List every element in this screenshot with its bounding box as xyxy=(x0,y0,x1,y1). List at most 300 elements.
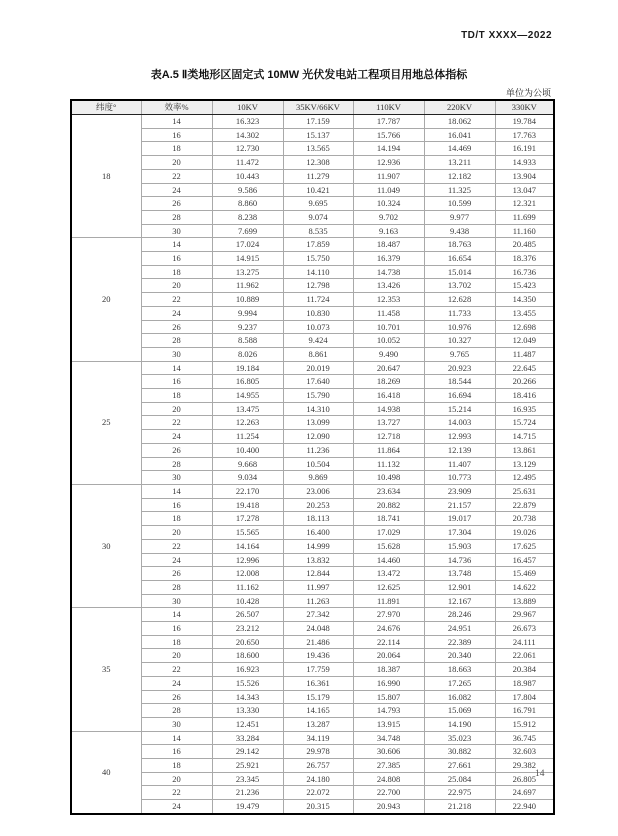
value-cell: 15.790 xyxy=(283,389,353,403)
value-cell: 17.304 xyxy=(424,526,495,540)
land-use-table xyxy=(70,99,555,815)
value-cell: 16.990 xyxy=(353,676,424,690)
value-cell: 15.179 xyxy=(283,690,353,704)
value-cell: 19.017 xyxy=(424,512,495,526)
value-cell: 14.793 xyxy=(353,704,424,718)
value-cell: 20.064 xyxy=(353,649,424,663)
value-cell: 20.253 xyxy=(283,498,353,512)
value-cell: 13.832 xyxy=(283,553,353,567)
value-cell: 25.084 xyxy=(424,772,495,786)
efficiency-cell: 24 xyxy=(141,183,212,197)
table-row xyxy=(71,279,554,293)
value-cell: 26.805 xyxy=(495,772,554,786)
value-cell: 11.254 xyxy=(212,430,283,444)
value-cell: 9.702 xyxy=(353,210,424,224)
table-row xyxy=(71,320,554,334)
value-cell: 22.879 xyxy=(495,498,554,512)
value-cell: 8.238 xyxy=(212,210,283,224)
value-cell: 22.061 xyxy=(495,649,554,663)
value-cell: 9.765 xyxy=(424,347,495,361)
value-cell: 17.804 xyxy=(495,690,554,704)
value-cell: 13.748 xyxy=(424,567,495,581)
value-cell: 13.702 xyxy=(424,279,495,293)
value-cell: 15.724 xyxy=(495,416,554,430)
value-cell: 20.943 xyxy=(353,800,424,814)
column-header-10kv: 10KV xyxy=(212,100,283,115)
value-cell: 12.996 xyxy=(212,553,283,567)
column-header-latitude: 纬度° xyxy=(71,100,141,115)
value-cell: 16.736 xyxy=(495,265,554,279)
value-cell: 20.019 xyxy=(283,361,353,375)
value-cell: 15.423 xyxy=(495,279,554,293)
value-cell: 12.139 xyxy=(424,443,495,457)
value-cell: 9.869 xyxy=(283,471,353,485)
table-row xyxy=(71,676,554,690)
efficiency-cell: 26 xyxy=(141,567,212,581)
efficiency-cell: 16 xyxy=(141,128,212,142)
latitude-cell: 20 xyxy=(71,238,141,361)
value-cell: 13.915 xyxy=(353,717,424,731)
value-cell: 15.750 xyxy=(283,252,353,266)
value-cell: 13.129 xyxy=(495,457,554,471)
value-cell: 10.324 xyxy=(353,197,424,211)
efficiency-cell: 14 xyxy=(141,115,212,129)
table-row xyxy=(71,361,554,375)
efficiency-cell: 22 xyxy=(141,539,212,553)
value-cell: 18.269 xyxy=(353,375,424,389)
value-cell: 11.049 xyxy=(353,183,424,197)
value-cell: 24.048 xyxy=(283,622,353,636)
efficiency-cell: 28 xyxy=(141,334,212,348)
table-row xyxy=(71,443,554,457)
value-cell: 14.622 xyxy=(495,580,554,594)
value-cell: 17.278 xyxy=(212,512,283,526)
efficiency-cell: 26 xyxy=(141,690,212,704)
value-cell: 13.889 xyxy=(495,594,554,608)
value-cell: 10.504 xyxy=(283,457,353,471)
efficiency-cell: 24 xyxy=(141,676,212,690)
efficiency-cell: 24 xyxy=(141,306,212,320)
table-row xyxy=(71,375,554,389)
value-cell: 11.699 xyxy=(495,210,554,224)
value-cell: 16.694 xyxy=(424,389,495,403)
value-cell: 11.997 xyxy=(283,580,353,594)
value-cell: 15.014 xyxy=(424,265,495,279)
value-cell: 14.164 xyxy=(212,539,283,553)
value-cell: 10.428 xyxy=(212,594,283,608)
efficiency-cell: 18 xyxy=(141,389,212,403)
value-cell: 8.861 xyxy=(283,347,353,361)
efficiency-cell: 20 xyxy=(141,649,212,663)
value-cell: 20.923 xyxy=(424,361,495,375)
value-cell: 12.308 xyxy=(283,156,353,170)
column-header-35-66kv: 35KV/66KV xyxy=(283,100,353,115)
value-cell: 16.400 xyxy=(283,526,353,540)
value-cell: 34.748 xyxy=(353,731,424,745)
column-header-110kv: 110KV xyxy=(353,100,424,115)
table-row xyxy=(71,389,554,403)
table-row xyxy=(71,169,554,183)
value-cell: 18.663 xyxy=(424,663,495,677)
efficiency-cell: 28 xyxy=(141,457,212,471)
value-cell: 21.486 xyxy=(283,635,353,649)
value-cell: 14.933 xyxy=(495,156,554,170)
value-cell: 12.263 xyxy=(212,416,283,430)
value-cell: 16.082 xyxy=(424,690,495,704)
value-cell: 26.757 xyxy=(283,759,353,773)
value-cell: 12.321 xyxy=(495,197,554,211)
value-cell: 12.451 xyxy=(212,717,283,731)
value-cell: 18.987 xyxy=(495,676,554,690)
efficiency-cell: 16 xyxy=(141,622,212,636)
value-cell: 10.421 xyxy=(283,183,353,197)
table-row xyxy=(71,115,554,129)
table-row xyxy=(71,608,554,622)
value-cell: 9.074 xyxy=(283,210,353,224)
value-cell: 20.266 xyxy=(495,375,554,389)
table-row xyxy=(71,594,554,608)
value-cell: 12.090 xyxy=(283,430,353,444)
value-cell: 29.382 xyxy=(495,759,554,773)
table-row xyxy=(71,183,554,197)
value-cell: 22.645 xyxy=(495,361,554,375)
value-cell: 12.182 xyxy=(424,169,495,183)
efficiency-cell: 16 xyxy=(141,498,212,512)
efficiency-cell: 22 xyxy=(141,786,212,800)
value-cell: 13.472 xyxy=(353,567,424,581)
table-row xyxy=(71,197,554,211)
value-cell: 24.697 xyxy=(495,786,554,800)
table-header-row xyxy=(71,100,554,115)
value-cell: 9.424 xyxy=(283,334,353,348)
value-cell: 33.284 xyxy=(212,731,283,745)
table-row xyxy=(71,690,554,704)
value-cell: 11.236 xyxy=(283,443,353,457)
value-cell: 11.160 xyxy=(495,224,554,238)
value-cell: 20.340 xyxy=(424,649,495,663)
table-row xyxy=(71,772,554,786)
efficiency-cell: 24 xyxy=(141,800,212,814)
value-cell: 14.110 xyxy=(283,265,353,279)
efficiency-cell: 20 xyxy=(141,279,212,293)
value-cell: 12.008 xyxy=(212,567,283,581)
value-cell: 18.544 xyxy=(424,375,495,389)
efficiency-cell: 30 xyxy=(141,224,212,238)
value-cell: 15.469 xyxy=(495,567,554,581)
table-row xyxy=(71,471,554,485)
table-row xyxy=(71,347,554,361)
value-cell: 15.766 xyxy=(353,128,424,142)
value-cell: 13.455 xyxy=(495,306,554,320)
value-cell: 20.882 xyxy=(353,498,424,512)
value-cell: 19.479 xyxy=(212,800,283,814)
table-row xyxy=(71,265,554,279)
value-cell: 17.859 xyxy=(283,238,353,252)
efficiency-cell: 24 xyxy=(141,553,212,567)
value-cell: 12.993 xyxy=(424,430,495,444)
value-cell: 7.699 xyxy=(212,224,283,238)
value-cell: 9.668 xyxy=(212,457,283,471)
value-cell: 8.860 xyxy=(212,197,283,211)
latitude-cell: 25 xyxy=(71,361,141,484)
value-cell: 9.695 xyxy=(283,197,353,211)
value-cell: 13.727 xyxy=(353,416,424,430)
table-row xyxy=(71,252,554,266)
value-cell: 16.654 xyxy=(424,252,495,266)
value-cell: 16.457 xyxy=(495,553,554,567)
value-cell: 15.069 xyxy=(424,704,495,718)
efficiency-cell: 16 xyxy=(141,252,212,266)
value-cell: 30.606 xyxy=(353,745,424,759)
value-cell: 13.904 xyxy=(495,169,554,183)
value-cell: 25.921 xyxy=(212,759,283,773)
value-cell: 11.891 xyxy=(353,594,424,608)
value-cell: 21.157 xyxy=(424,498,495,512)
efficiency-cell: 26 xyxy=(141,320,212,334)
value-cell: 12.718 xyxy=(353,430,424,444)
efficiency-cell: 16 xyxy=(141,745,212,759)
value-cell: 20.650 xyxy=(212,635,283,649)
table-row xyxy=(71,498,554,512)
value-cell: 11.263 xyxy=(283,594,353,608)
table-row xyxy=(71,553,554,567)
value-cell: 15.214 xyxy=(424,402,495,416)
table-row xyxy=(71,402,554,416)
value-cell: 13.099 xyxy=(283,416,353,430)
value-cell: 10.327 xyxy=(424,334,495,348)
value-cell: 9.034 xyxy=(212,471,283,485)
value-cell: 8.535 xyxy=(283,224,353,238)
table-row xyxy=(71,539,554,553)
efficiency-cell: 22 xyxy=(141,169,212,183)
table-row xyxy=(71,759,554,773)
table-row xyxy=(71,416,554,430)
value-cell: 17.029 xyxy=(353,526,424,540)
efficiency-cell: 14 xyxy=(141,361,212,375)
value-cell: 24.111 xyxy=(495,635,554,649)
value-cell: 9.586 xyxy=(212,183,283,197)
value-cell: 13.275 xyxy=(212,265,283,279)
value-cell: 16.935 xyxy=(495,402,554,416)
value-cell: 14.999 xyxy=(283,539,353,553)
value-cell: 11.733 xyxy=(424,306,495,320)
value-cell: 10.701 xyxy=(353,320,424,334)
value-cell: 10.073 xyxy=(283,320,353,334)
value-cell: 12.698 xyxy=(495,320,554,334)
value-cell: 10.976 xyxy=(424,320,495,334)
value-cell: 15.526 xyxy=(212,676,283,690)
value-cell: 18.062 xyxy=(424,115,495,129)
value-cell: 15.912 xyxy=(495,717,554,731)
value-cell: 12.730 xyxy=(212,142,283,156)
value-cell: 18.416 xyxy=(495,389,554,403)
value-cell: 18.487 xyxy=(353,238,424,252)
latitude-cell: 35 xyxy=(71,608,141,731)
value-cell: 34.119 xyxy=(283,731,353,745)
value-cell: 10.498 xyxy=(353,471,424,485)
table-row xyxy=(71,717,554,731)
efficiency-cell: 18 xyxy=(141,635,212,649)
table-row xyxy=(71,622,554,636)
value-cell: 25.631 xyxy=(495,484,554,498)
value-cell: 20.738 xyxy=(495,512,554,526)
value-cell: 26.673 xyxy=(495,622,554,636)
value-cell: 16.923 xyxy=(212,663,283,677)
value-cell: 11.279 xyxy=(283,169,353,183)
value-cell: 23.909 xyxy=(424,484,495,498)
table-row xyxy=(71,484,554,498)
efficiency-cell: 18 xyxy=(141,759,212,773)
value-cell: 36.745 xyxy=(495,731,554,745)
efficiency-cell: 18 xyxy=(141,265,212,279)
value-cell: 16.791 xyxy=(495,704,554,718)
table-row xyxy=(71,210,554,224)
value-cell: 18.387 xyxy=(353,663,424,677)
value-cell: 14.343 xyxy=(212,690,283,704)
value-cell: 14.165 xyxy=(283,704,353,718)
column-header-efficiency: 效率% xyxy=(141,100,212,115)
value-cell: 13.330 xyxy=(212,704,283,718)
value-cell: 11.325 xyxy=(424,183,495,197)
efficiency-cell: 22 xyxy=(141,416,212,430)
table-row xyxy=(71,567,554,581)
doc-number: TD/T XXXX—2022 xyxy=(461,30,552,41)
value-cell: 12.798 xyxy=(283,279,353,293)
efficiency-cell: 30 xyxy=(141,471,212,485)
value-cell: 18.741 xyxy=(353,512,424,526)
value-cell: 9.438 xyxy=(424,224,495,238)
latitude-cell: 40 xyxy=(71,731,141,814)
value-cell: 15.137 xyxy=(283,128,353,142)
efficiency-cell: 14 xyxy=(141,238,212,252)
value-cell: 11.487 xyxy=(495,347,554,361)
table-row xyxy=(71,580,554,594)
efficiency-cell: 26 xyxy=(141,443,212,457)
value-cell: 22.940 xyxy=(495,800,554,814)
value-cell: 17.787 xyxy=(353,115,424,129)
value-cell: 13.287 xyxy=(283,717,353,731)
value-cell: 14.302 xyxy=(212,128,283,142)
table-row xyxy=(71,457,554,471)
value-cell: 14.190 xyxy=(424,717,495,731)
table-row xyxy=(71,745,554,759)
value-cell: 15.807 xyxy=(353,690,424,704)
table-row xyxy=(71,704,554,718)
value-cell: 18.376 xyxy=(495,252,554,266)
value-cell: 10.599 xyxy=(424,197,495,211)
value-cell: 16.418 xyxy=(353,389,424,403)
table-row xyxy=(71,663,554,677)
value-cell: 16.379 xyxy=(353,252,424,266)
value-cell: 19.026 xyxy=(495,526,554,540)
efficiency-cell: 20 xyxy=(141,526,212,540)
value-cell: 14.460 xyxy=(353,553,424,567)
value-cell: 24.951 xyxy=(424,622,495,636)
value-cell: 14.310 xyxy=(283,402,353,416)
value-cell: 29.978 xyxy=(283,745,353,759)
value-cell: 28.246 xyxy=(424,608,495,622)
value-cell: 9.490 xyxy=(353,347,424,361)
efficiency-cell: 30 xyxy=(141,347,212,361)
value-cell: 14.955 xyxy=(212,389,283,403)
efficiency-cell: 20 xyxy=(141,772,212,786)
table-title: 表A.5 Ⅱ类地形区固定式 10MW 光伏发电站工程项目用地总体指标 xyxy=(150,69,468,81)
value-cell: 17.759 xyxy=(283,663,353,677)
value-cell: 9.977 xyxy=(424,210,495,224)
value-cell: 19.784 xyxy=(495,115,554,129)
value-cell: 12.901 xyxy=(424,580,495,594)
value-cell: 27.970 xyxy=(353,608,424,622)
value-cell: 12.936 xyxy=(353,156,424,170)
value-cell: 27.385 xyxy=(353,759,424,773)
value-cell: 23.345 xyxy=(212,772,283,786)
efficiency-cell: 22 xyxy=(141,663,212,677)
value-cell: 21.236 xyxy=(212,786,283,800)
efficiency-cell: 18 xyxy=(141,512,212,526)
value-cell: 12.844 xyxy=(283,567,353,581)
value-cell: 11.458 xyxy=(353,306,424,320)
column-header-220kv: 220KV xyxy=(424,100,495,115)
value-cell: 19.184 xyxy=(212,361,283,375)
table-row xyxy=(71,430,554,444)
value-cell: 12.495 xyxy=(495,471,554,485)
table-row xyxy=(71,128,554,142)
value-cell: 12.628 xyxy=(424,293,495,307)
table-row xyxy=(71,156,554,170)
value-cell: 29.967 xyxy=(495,608,554,622)
value-cell: 20.485 xyxy=(495,238,554,252)
value-cell: 26.507 xyxy=(212,608,283,622)
value-cell: 11.724 xyxy=(283,293,353,307)
table-row xyxy=(71,142,554,156)
value-cell: 22.700 xyxy=(353,786,424,800)
value-cell: 17.265 xyxy=(424,676,495,690)
value-cell: 27.661 xyxy=(424,759,495,773)
value-cell: 16.361 xyxy=(283,676,353,690)
efficiency-cell: 28 xyxy=(141,210,212,224)
value-cell: 17.159 xyxy=(283,115,353,129)
value-cell: 14.194 xyxy=(353,142,424,156)
value-cell: 23.006 xyxy=(283,484,353,498)
efficiency-cell: 26 xyxy=(141,197,212,211)
table-row xyxy=(71,635,554,649)
value-cell: 19.418 xyxy=(212,498,283,512)
efficiency-cell: 22 xyxy=(141,293,212,307)
value-cell: 13.565 xyxy=(283,142,353,156)
value-cell: 14.003 xyxy=(424,416,495,430)
value-cell: 16.041 xyxy=(424,128,495,142)
value-cell: 11.907 xyxy=(353,169,424,183)
value-cell: 20.384 xyxy=(495,663,554,677)
value-cell: 30.882 xyxy=(424,745,495,759)
value-cell: 22.170 xyxy=(212,484,283,498)
value-cell: 32.603 xyxy=(495,745,554,759)
value-cell: 17.763 xyxy=(495,128,554,142)
value-cell: 22.072 xyxy=(283,786,353,800)
value-cell: 14.738 xyxy=(353,265,424,279)
value-cell: 10.773 xyxy=(424,471,495,485)
value-cell: 15.565 xyxy=(212,526,283,540)
value-cell: 10.052 xyxy=(353,334,424,348)
value-cell: 18.600 xyxy=(212,649,283,663)
efficiency-cell: 14 xyxy=(141,731,212,745)
value-cell: 11.162 xyxy=(212,580,283,594)
value-cell: 14.350 xyxy=(495,293,554,307)
value-cell: 10.889 xyxy=(212,293,283,307)
value-cell: 9.237 xyxy=(212,320,283,334)
value-cell: 8.026 xyxy=(212,347,283,361)
value-cell: 13.211 xyxy=(424,156,495,170)
